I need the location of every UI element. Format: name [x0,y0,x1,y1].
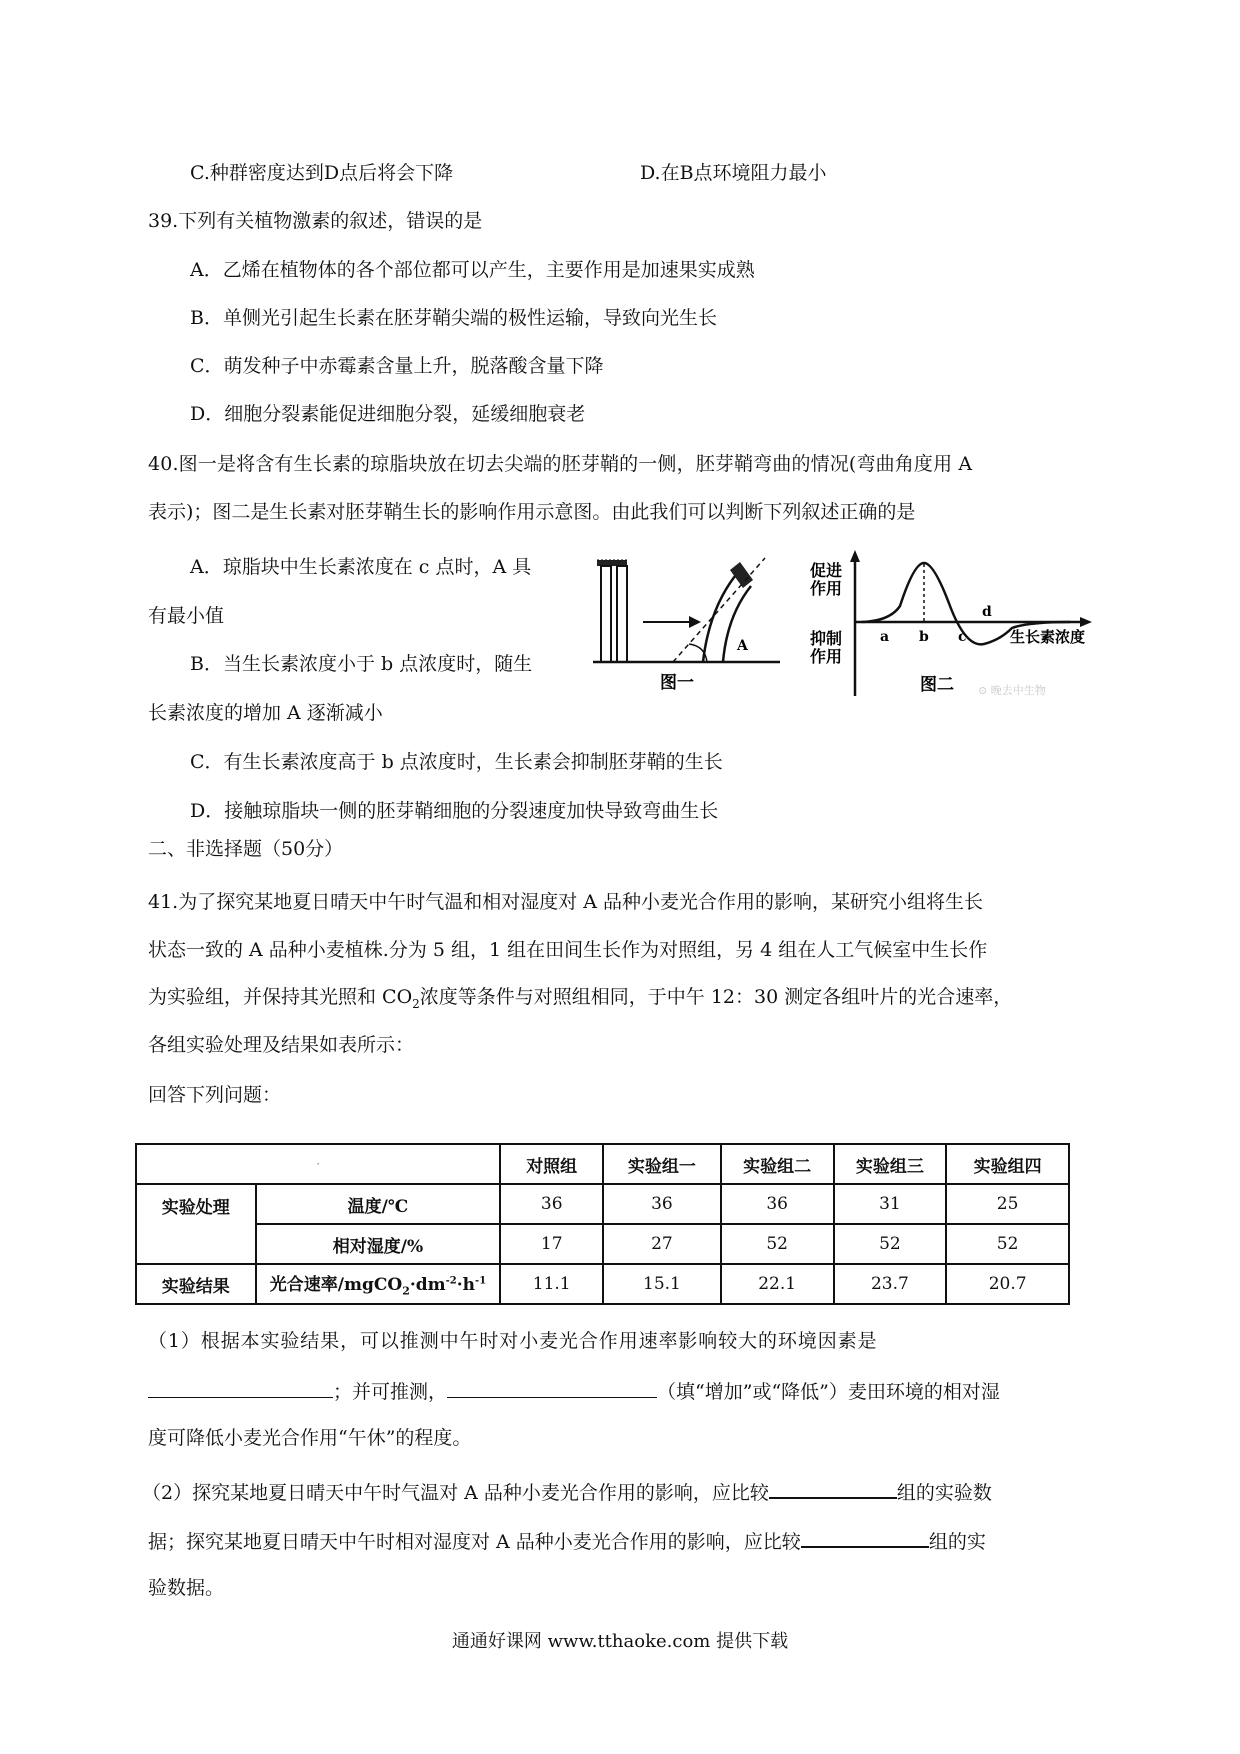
q41-stem-line3: 为实验组，并保持其光照和 $CO_2$浓度等条件与对照组相同，于中午 12：30 测定各组叶片的光合速率， [148,986,1013,1011]
rate-label: 光合速率$/mgCO_2\cdot dm^{-2}\cdot h^{-1}$ [256,1264,501,1304]
q40-option-d: D．接触琼脂块一侧的胚芽鞘细胞的分裂速度加快导致弯曲生长 [190,800,719,822]
table-corner: · [136,1144,500,1184]
table-row-humidity [136,1224,1069,1264]
q38-option-d: D.在B点环境阻力最小 [640,162,827,184]
q41-stem-line1: 41.为了探究某地夏日晴天中午时气温和相对湿度对 A 品种小麦光合作用的影响，某研究小组将生长 [148,891,984,913]
humidity-exp3: 52 [834,1224,947,1264]
fig2-point-a: a [880,629,890,645]
humidity-exp4: 52 [946,1224,1069,1264]
figure-two [800,548,1105,698]
fig2-point-c: c [958,629,967,645]
rate-exp4: 20.7 [946,1264,1069,1304]
fig2-x-label: 生长素浓度 [1010,628,1086,646]
header-control: 对照组 [500,1144,603,1184]
answer-blank-3[interactable] [769,1475,897,1499]
q40-stem-line2: 表示)；图二是生长素对胚芽鞘生长的影响作用示意图。由此我们可以判断下列叙述正确的是 [148,501,916,523]
header-exp3: 实验组三 [834,1144,947,1184]
table-row-rate [136,1264,1069,1304]
answer-blank-1[interactable] [148,1375,333,1398]
header-exp2: 实验组二 [721,1144,834,1184]
q41-part1-line2: ；并可推测， （填“增加”或“降低”）麦田环境的相对湿 [148,1375,1000,1406]
humidity-label: 相对湿度/% [256,1224,501,1264]
q41-part2-line2: 据；探究某地夏日晴天中午时相对湿度对 A 品种小麦光合作用的影响，应比较 组的实 [148,1524,986,1556]
fig2-y-bottom-label-2: 作用 [810,647,843,666]
rate-control: 11.1 [500,1264,603,1304]
answer-blank-2[interactable] [447,1375,657,1398]
section-two-heading: 二、非选择题（50分） [148,838,344,860]
answer-blank-4[interactable] [801,1524,929,1548]
temp-exp2: 36 [721,1184,834,1224]
q39-option-a: A．乙烯在植物体的各个部位都可以产生，主要作用是加速果实成熟 [190,259,755,281]
result-label: 实验结果 [136,1264,256,1304]
q41-part2-line3: 验数据。 [148,1577,225,1599]
q41-part1-line3: 度可降低小麦光合作用“午休”的程度。 [148,1427,472,1449]
table-row-temperature [136,1184,1069,1224]
fig1-angle-label: A [737,638,748,654]
header-exp4: 实验组四 [946,1144,1069,1184]
header-exp1: 实验组一 [603,1144,721,1184]
treatment-label: 实验处理 [136,1184,256,1264]
rate-exp3: 23.7 [834,1264,947,1304]
fig2-y-top-label-1: 促进 [810,561,843,580]
figure-one [585,550,800,695]
temperature-label: 温度/℃ [256,1184,501,1224]
q40-option-b-line2: 长素浓度的增加 A 逐渐减小 [148,702,383,724]
rate-exp2: 22.1 [721,1264,834,1304]
q38-option-c: C.种群密度达到D点后将会下降 [190,162,454,184]
q40-option-a-line1: A．琼脂块中生长素浓度在 c 点时，A 具 [190,556,532,578]
q41-stem-line4: 各组实验处理及结果如表所示： [148,1034,415,1056]
q40-option-b-line1: B．当生长素浓度小于 b 点浓度时，随生 [190,653,533,675]
fig2-y-top-label-2: 作用 [810,579,843,598]
fig1-caption: 图一 [660,673,694,693]
fig2-point-d: d [982,604,992,620]
humidity-exp1: 27 [603,1224,721,1264]
q39-option-d: D．细胞分裂素能促进细胞分裂，延缓细胞衰老 [190,403,586,425]
page-footer: 通通好课网 www.tthaoke.com 提供下载 [451,1631,789,1652]
fig2-caption: 图二 [920,675,954,695]
temp-exp3: 31 [834,1184,947,1224]
table-header-row [136,1144,1069,1184]
q40-option-a-line2: 有最小值 [148,605,225,627]
rate-exp1: 15.1 [603,1264,721,1304]
q39-stem: 39.下列有关植物激素的叙述，错误的是 [148,210,483,232]
humidity-control: 17 [500,1224,603,1264]
q40-option-c: C．有生长素浓度高于 b 点浓度时，生长素会抑制胚芽鞘的生长 [190,751,723,773]
q41-prompt: 回答下列问题： [148,1084,282,1106]
q40-stem-line1: 40.图一是将含有生长素的琼脂块放在切去尖端的胚芽鞘的一侧，胚芽鞘弯曲的情况(弯曲角度用 A [148,453,973,475]
fig2-y-bottom-label-1: 抑制 [810,629,843,648]
fig2-point-b: b [919,629,929,645]
q41-part2-line1: （2）探究某地夏日晴天中午时气温对 A 品种小麦光合作用的影响，应比较 组的实验数 [142,1475,992,1507]
temp-exp4: 25 [946,1184,1069,1224]
temp-exp1: 36 [603,1184,721,1224]
temp-control: 36 [500,1184,603,1224]
q41-stem-line2: 状态一致的 A 品种小麦植株.分为 5 组，1 组在田间生长作为对照组，另 4 组在人工气候室中生长作 [148,939,988,961]
q39-option-b: B．单侧光引起生长素在胚芽鞘尖端的极性运输，导致向光生长 [190,307,717,329]
experiment-table [135,1143,1070,1305]
fig2-watermark: ⊙ 晚去中生物 [978,684,1046,697]
humidity-exp2: 52 [721,1224,834,1264]
q41-part1-line1: （1）根据本实验结果，可以推测中午时对小麦光合作用速率影响较大的环境因素是 [148,1330,878,1352]
q39-option-c: C．萌发种子中赤霉素含量上升，脱落酸含量下降 [190,355,604,377]
